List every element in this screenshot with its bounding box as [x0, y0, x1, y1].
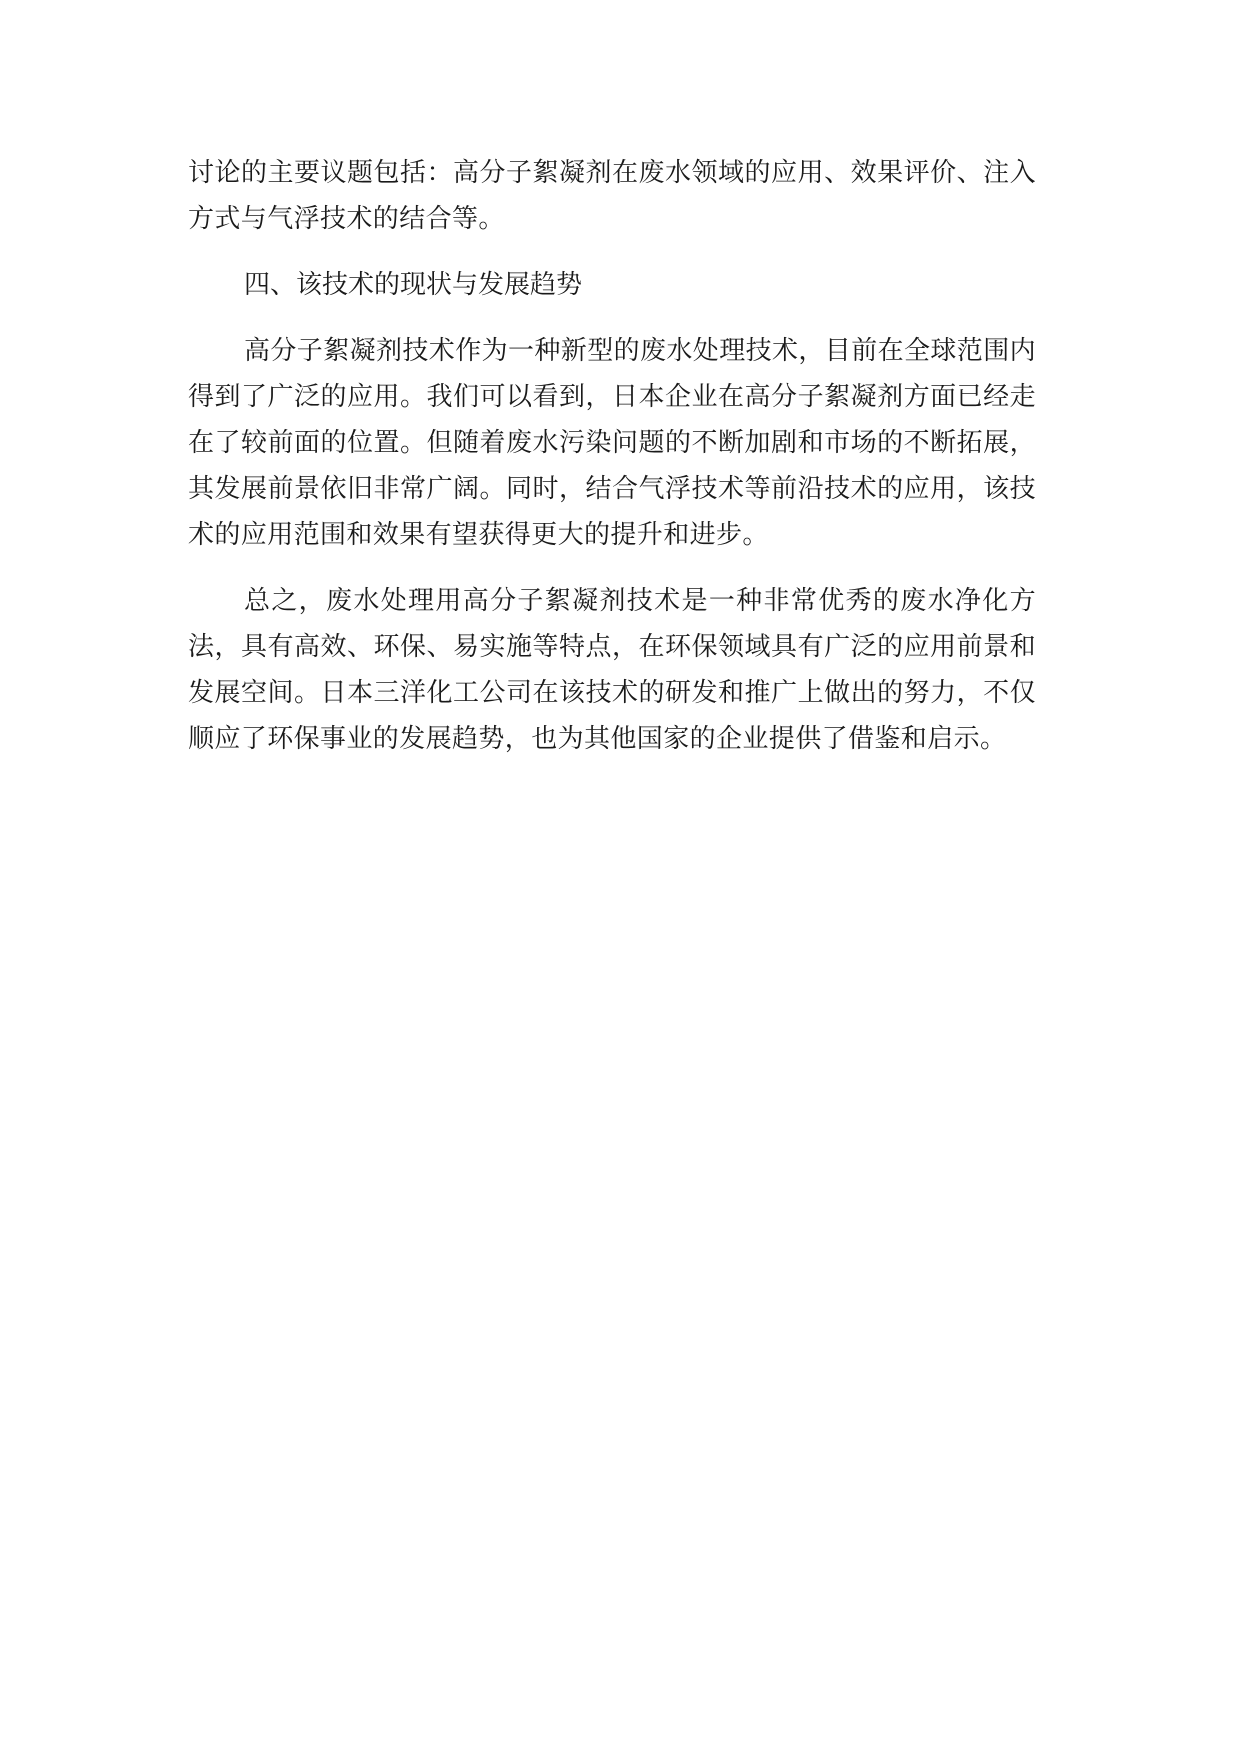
paragraph-status: 高分子絮凝剂技术作为一种新型的废水处理技术，目前在全球范围内得到了广泛的应用。我们可以看到，日本企业在高分子絮凝剂方面已经走在了较前面的位置。但随着废水污染问题的不断加剧和市场的不断拓展，其发展前景依旧非常广阔。同时，结合气浮技术等前沿技术的应用，该技术的应用范围和效果有望获得更大的提升和进步。 — [188, 336, 1037, 550]
paragraph-topics: 讨论的主要议题包括：高分子絮凝剂在废水领域的应用、效果评价、注入方式与气浮技术的结合等。 — [188, 158, 1036, 234]
document-body — [188, 150, 1036, 782]
section-heading: 四、该技术的现状与发展趋势 — [244, 270, 583, 300]
paragraph-conclusion: 总之，废水处理用高分子絮凝剂技术是一种非常优秀的废水净化方法，具有高效、环保、易实施等特点，在环保领域具有广泛的应用前景和发展空间。日本三洋化工公司在该技术的研发和推广上做出的努力，不仅顺应了环保事业的发展趋势，也为其他国家的企业提供了借鉴和启示。 — [188, 586, 1036, 754]
